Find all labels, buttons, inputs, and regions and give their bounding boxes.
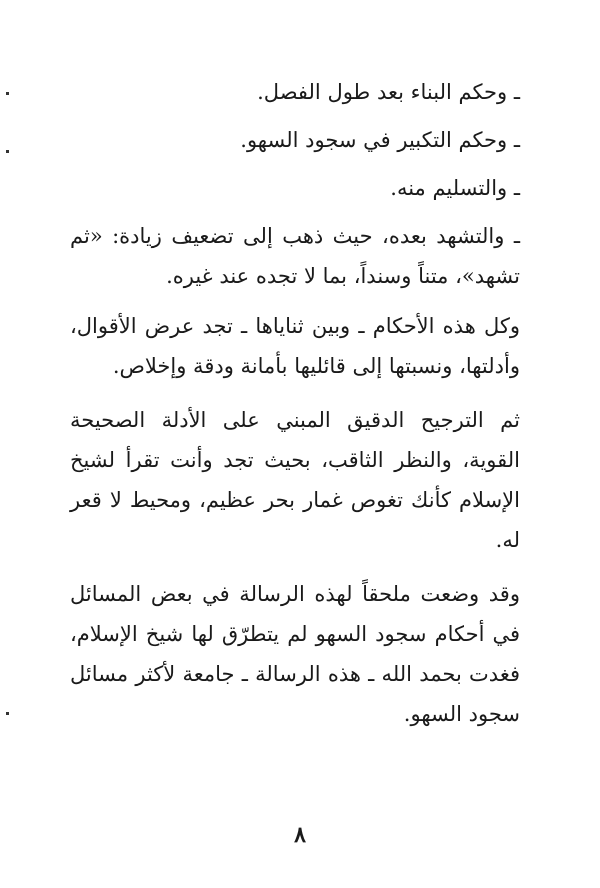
page-body: [70, 72, 520, 748]
paragraph: وكل هذه الأحكام ـ وبين ثناياها ـ تجد عرض الأقوال، وأدلتها، ونسبتها إلى قائليها بأمانة ودقة وإخلاص.: [70, 314, 520, 378]
paragraph: وقد وضعت ملحقاً لهذه الرسالة في بعض المسائل في أحكام سجود السهو لم يتطرّق لها شيخ الإسلام، فغدت بحمد الله ـ هذه الرسالة ـ جامعة لأكثر مسائل سجود السهو.: [70, 582, 520, 726]
scan-mark: [6, 92, 9, 95]
list-item: ـ وحكم التكبير في سجود السهو.: [240, 128, 520, 152]
list-item: ـ والتشهد بعده، حيث ذهب إلى تضعيف زيادة: «ثم تشهد»، متناً وسنداً، بما لا تجده عند غيره.: [70, 224, 520, 288]
list-item: ـ والتسليم منه.: [390, 176, 520, 200]
scan-mark: [6, 150, 9, 153]
page-number: ٨: [294, 822, 306, 848]
list-item: ـ وحكم البناء بعد طول الفصل.: [257, 80, 520, 104]
scan-mark: [6, 712, 9, 715]
paragraph: ثم الترجيح الدقيق المبني على الأدلة الصحيحة القوية، والنظر الثاقب، بحيث تجد وأنت تقرأ لشيخ الإسلام كأنك تغوص غمار بحر عظيم، ومحيط لا قعر له.: [70, 408, 520, 552]
